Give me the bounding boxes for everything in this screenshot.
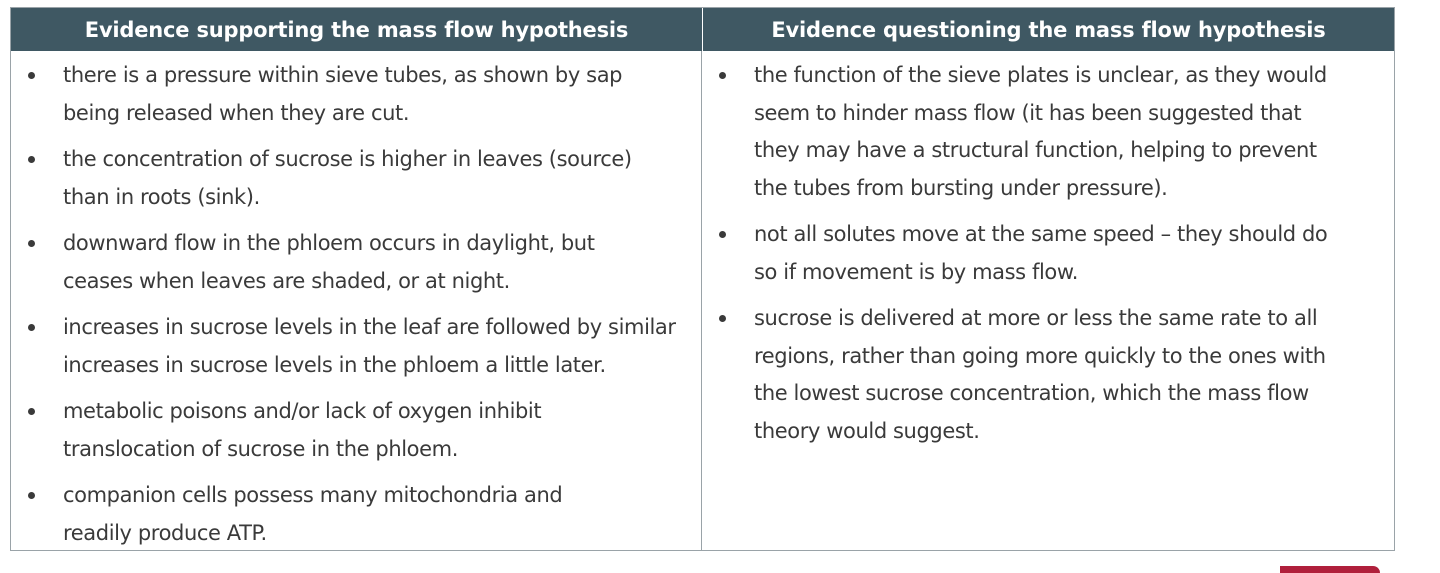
list-item-line: regions, rather than going more quickly to the ones with xyxy=(754,343,1326,368)
header-supporting: Evidence supporting the mass flow hypothesis xyxy=(11,8,703,51)
bullet-icon xyxy=(719,231,726,238)
evidence-table xyxy=(10,7,1395,551)
list-item-line: readily produce ATP. xyxy=(63,520,267,545)
supporting-evidence-list xyxy=(11,57,701,552)
list-item-line: the tubes from bursting under pressure). xyxy=(754,175,1168,200)
list-item-line: there is a pressure within sieve tubes, as shown by sap xyxy=(63,63,623,87)
list-item-line: the concentration of sucrose is higher in leaves (source) xyxy=(63,147,632,171)
list-item xyxy=(11,225,701,300)
bullet-icon xyxy=(28,156,35,163)
list-item-line: being released when they are cut. xyxy=(63,100,410,125)
list-item xyxy=(702,57,1394,207)
bullet-icon xyxy=(28,492,35,499)
list-item-line: they may have a structural function, helping to prevent xyxy=(754,138,1317,162)
list-item-line: the lowest sucrose concentration, which the mass flow xyxy=(754,381,1309,405)
table-header-row xyxy=(11,8,1394,51)
list-item-line: seem to hinder mass flow (it has been suggested that xyxy=(754,100,1302,125)
list-item-line: downward flow in the phloem occurs in daylight, but xyxy=(63,231,595,255)
bullet-icon xyxy=(28,324,35,331)
list-item xyxy=(11,477,701,552)
list-item-line: so if movement is by mass flow. xyxy=(754,259,1078,284)
list-item-line: theory would suggest. xyxy=(754,418,980,443)
list-item xyxy=(702,216,1394,291)
list-item-line: companion cells possess many mitochondria and xyxy=(63,483,563,507)
questioning-evidence-cell xyxy=(702,51,1394,550)
header-questioning: Evidence questioning the mass flow hypothesis xyxy=(771,17,1326,42)
list-item-line: the function of the sieve plates is unclear, as they would xyxy=(754,63,1327,87)
bullet-icon xyxy=(719,72,726,79)
table-body-row xyxy=(11,51,1394,550)
bullet-icon xyxy=(28,240,35,247)
list-item xyxy=(11,393,701,468)
bullet-icon xyxy=(719,315,726,322)
list-item-line: sucrose is delivered at more or less the same rate to all xyxy=(754,306,1318,330)
supporting-evidence-cell xyxy=(11,51,702,550)
bullet-icon xyxy=(28,408,35,415)
list-item-line: than in roots (sink). xyxy=(63,184,260,209)
list-item-line: translocation of sucrose in the phloem. xyxy=(63,436,458,461)
page-tab-decoration xyxy=(1280,566,1380,573)
list-item xyxy=(11,141,701,216)
list-item-line: increases in sucrose levels in the leaf are followed by similar xyxy=(63,315,676,339)
list-item-line: not all solutes move at the same speed – they should do xyxy=(754,222,1328,246)
list-item xyxy=(11,57,701,132)
bullet-icon xyxy=(28,72,35,79)
list-item xyxy=(702,300,1394,450)
list-item-line: metabolic poisons and/or lack of oxygen inhibit xyxy=(63,399,542,423)
list-item xyxy=(11,309,701,384)
list-item-line: ceases when leaves are shaded, or at night. xyxy=(63,268,510,293)
list-item-line: increases in sucrose levels in the phloem a little later. xyxy=(63,352,606,377)
questioning-evidence-list xyxy=(702,57,1394,450)
